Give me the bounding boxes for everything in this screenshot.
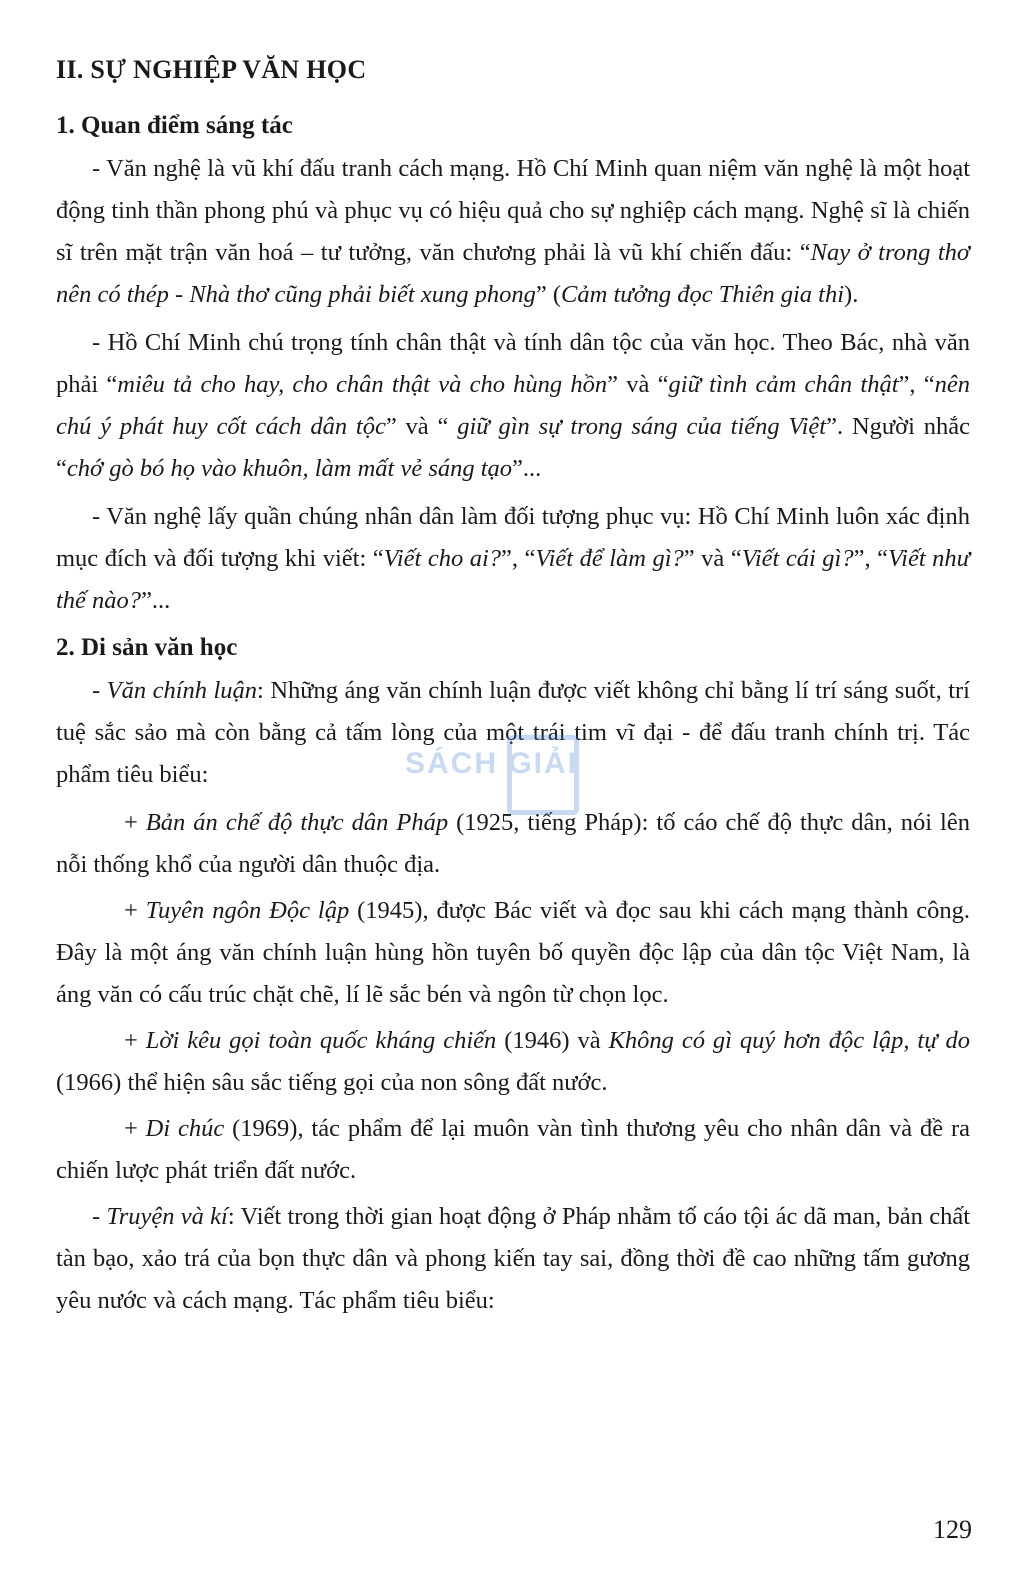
italic-text: Văn chính luận	[106, 677, 258, 704]
italic-text: nên chú ý phát huy cốt cách dân tộc	[56, 371, 971, 440]
text-run: - Văn nghệ là vũ khí đấu tranh cách mạng. Hồ Chí Minh quan niệm văn nghệ là một hoạt động tinh thần phong phú và phục vụ có hiệu quả cho sự nghiệp cách mạng. Nghệ sĩ là chiến sĩ trên mặt trận văn hoá – tư tưởng, văn chương phải là vũ khí chiến đấu: “	[56, 155, 970, 266]
text-run: ”, “	[501, 545, 536, 572]
text-run: (1945), được Bác viết và đọc sau khi cách mạng thành công. Đây là một áng văn chính luận hùng hồn tuyên bố quyền độc lập của dân tộc Việt Nam, là áng văn có cấu trúc chặt chẽ, lí lẽ sắc bén và ngôn từ chọn lọc.	[56, 897, 970, 1008]
text-run: (1925, tiếng Pháp): tố cáo chế độ thực dân, nói lên nỗi thống khổ của người dân thuộc địa.	[56, 809, 970, 878]
text-run: : Viết trong thời gian hoạt động ở Pháp nhằm tố cáo tội ác dã man, bản chất tàn bạo, xảo trá của bọn thực dân và phong kiến tay sai, đồng thời đề cao những tấm gương yêu nước và cách mạng. Tác phẩm tiêu biểu:	[56, 1203, 970, 1314]
text-run: +	[124, 897, 146, 924]
text-run: (1966) thể hiện sâu sắc tiếng gọi của non sông đất nước.	[56, 1069, 608, 1096]
text-run: ”, “	[853, 545, 888, 572]
italic-text: Viết cho ai?	[383, 545, 502, 572]
italic-text: Viết để làm gì?	[535, 545, 684, 572]
paragraph	[56, 670, 970, 796]
text-run: ”...	[141, 587, 171, 614]
list-item	[56, 1108, 970, 1192]
subsection-2-body	[56, 670, 970, 1322]
italic-text: Truyện và kí	[106, 1203, 228, 1230]
text-run: -	[92, 1203, 107, 1230]
text-run: ” và “	[385, 413, 458, 440]
text-run: -	[92, 677, 107, 704]
text-run: ” và “	[683, 545, 742, 572]
italic-text: Di chúc	[145, 1115, 225, 1142]
text-run: - Văn nghệ lấy quần chúng nhân dân làm đối tượng phục vụ: Hồ Chí Minh luôn xác định mục đích và đối tượng khi viết: “	[56, 503, 970, 572]
italic-text: giữ gìn sự trong sáng của tiếng Việt	[457, 413, 827, 440]
list-item	[56, 802, 970, 886]
subsection-title-1: 1. Quan điểm sáng tác	[56, 112, 293, 139]
list-item	[56, 1020, 970, 1104]
text-run: +	[124, 1115, 146, 1142]
text-run: ”. Người nhắc “	[56, 413, 970, 482]
text-run: ).	[844, 281, 859, 308]
text-run: ” và “	[607, 371, 669, 398]
text-run: : Những áng văn chính luận được viết không chỉ bằng lí trí sáng suốt, trí tuệ sắc sảo mà còn bằng cả tấm lòng của một trái tim vĩ đại - để đấu tranh chính trị. Tác phẩm tiêu biểu:	[56, 677, 970, 788]
text-run: (1946) và	[496, 1027, 609, 1054]
italic-text: Viết như thế nào?	[56, 545, 971, 614]
paragraph	[56, 1196, 970, 1322]
italic-text: Cảm tưởng đọc Thiên gia thi	[561, 281, 845, 308]
italic-text: Nay ở trong thơ nên có thép - Nhà thơ cũng phải biết xung phong	[56, 239, 970, 308]
text-run: ”...	[512, 455, 542, 482]
subsection-1-body	[56, 148, 970, 622]
paragraph	[56, 322, 970, 490]
subsection-title-2: 2. Di sản văn học	[56, 634, 238, 661]
paragraph	[56, 496, 970, 622]
list-item	[56, 890, 970, 1016]
document-page	[56, 48, 970, 1328]
text-run: ”, “	[898, 371, 935, 398]
italic-text: Lời kêu gọi toàn quốc kháng chiến	[145, 1027, 497, 1054]
italic-text: giữ tình cảm chân thật	[668, 371, 899, 398]
page-number: 129	[933, 1515, 972, 1544]
italic-text: Bản án chế độ thực dân Pháp	[145, 809, 449, 836]
paragraph	[56, 148, 970, 316]
section-title: II. SỰ NGHIỆP VĂN HỌC	[56, 55, 367, 84]
italic-text: Viết cái gì?	[741, 545, 854, 572]
text-run: (1969), tác phẩm để lại muôn vàn tình thương yêu cho nhân dân và đề ra chiến lược phát triển đất nước.	[56, 1115, 971, 1184]
watermark-text: SÁCH GIẢI	[405, 747, 579, 780]
italic-text: chớ gò bó họ vào khuôn, làm mất vẻ sáng tạo	[66, 455, 513, 482]
text-run: ” (	[535, 281, 562, 308]
italic-text: Tuyên ngôn Độc lập	[145, 897, 350, 924]
text-run: +	[124, 1027, 146, 1054]
text-run: +	[124, 809, 146, 836]
italic-text: miêu tả cho hay, cho chân thật và cho hùng hồn	[117, 371, 608, 398]
text-run: - Hồ Chí Minh chú trọng tính chân thật và tính dân tộc của văn học. Theo Bác, nhà văn phải “	[56, 329, 970, 398]
italic-text: Không có gì quý hơn độc lập, tự do	[608, 1027, 970, 1054]
